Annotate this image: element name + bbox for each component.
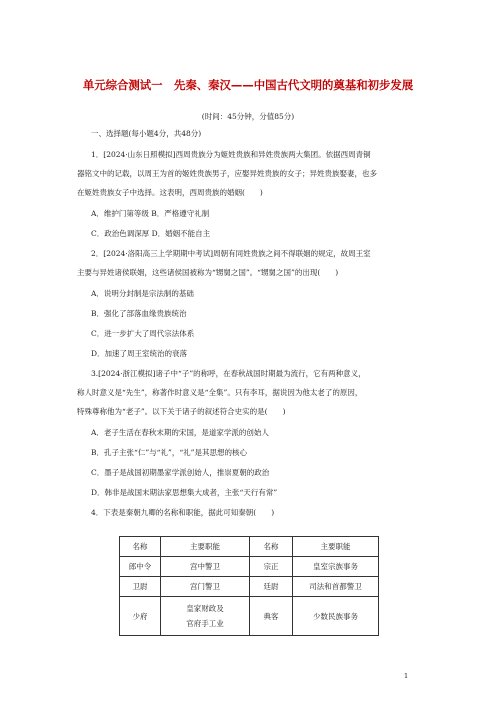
table-cell-multiline bbox=[161, 597, 250, 636]
page-number: 1 bbox=[404, 672, 409, 680]
table-header-cell: 主要职能 bbox=[161, 537, 250, 557]
q3-option-b: B．孔子主张“仁”与“礼”，“礼”是其思想的核心 bbox=[91, 448, 248, 457]
q2-line-2: 主要与异姓诸侯联姻，这些诸侯国被称为“甥舅之国”。“甥舅之国”的出现( ) bbox=[77, 268, 339, 277]
table-cell: 少府 bbox=[120, 597, 161, 636]
q3-line-3: 特殊尊称他为“老子”。以下关于诸子的叙述符合史实的是( ) bbox=[77, 407, 286, 416]
table-cell: 宫门警卫 bbox=[161, 577, 250, 597]
q3-option-d: D．韩非是战国末期法家思想集大成者，主张“天行有常” bbox=[91, 488, 278, 497]
q3-option-a: A．老子生活在春秋末期的宋国，是道家学派的创始人 bbox=[91, 428, 269, 437]
table-cell: 少数民族事务 bbox=[293, 597, 379, 636]
table-cell: 宗正 bbox=[250, 557, 293, 577]
table-cell: 司法和首都警卫 bbox=[293, 577, 379, 597]
table-header-cell: 名称 bbox=[120, 537, 161, 557]
time-score-info: (时间：45分钟，分值85分) bbox=[201, 112, 295, 121]
q2-option-b: B．强化了部落血缘贵族统治 bbox=[91, 309, 187, 318]
table-header-row bbox=[120, 537, 379, 557]
table-row bbox=[120, 557, 379, 577]
table-cell: 廷尉 bbox=[250, 577, 293, 597]
table-cell: 卫尉 bbox=[120, 577, 161, 597]
table-cell: 皇室宗族事务 bbox=[293, 557, 379, 577]
q4-line: 4．下表是秦朝九卿的名称和职能，据此可知秦朝( ) bbox=[91, 508, 275, 517]
q2-line-1: 2．[2024·洛阳高三上学期期中考试]周朝有同姓贵族之间不得联姻的规定，故周王室 bbox=[91, 249, 371, 258]
q1-line-3: 在姬姓贵族女子中选择。这表明，西周贵族的婚姻( ) bbox=[77, 188, 263, 197]
q3-line-2: 称人时意义是“先生”，称著作时意义是“全集”。只有李耳，据说因为他太老了的原因， bbox=[77, 388, 363, 397]
page-title: 单元综合测试一 先秦、秦汉——中国古代文明的奠基和初步发展 bbox=[82, 78, 414, 92]
table-row bbox=[120, 577, 379, 597]
nine-ministers-table bbox=[119, 536, 379, 636]
table-cell-line: 官府手工业 bbox=[186, 619, 224, 628]
table-header-cell: 主要职能 bbox=[293, 537, 379, 557]
q2-option-a: A．说明分封制是宗法制的基础 bbox=[91, 289, 194, 298]
q1-line-1: 1．[2024·山东日照模拟]西周贵族分为姬姓贵族和异姓贵族两大集团。依据西周青铜 bbox=[91, 150, 371, 159]
table-cell: 宫中警卫 bbox=[161, 557, 250, 577]
table-cell-line: 皇家财政及 bbox=[186, 604, 224, 613]
section-heading: 一、选择题(每小题4分，共48分) bbox=[91, 129, 202, 138]
q1-option-ab: A．维护门第等级 B．严格遵守礼制 bbox=[91, 209, 210, 218]
q1-option-cd: C．政治色调深厚 D．婚姻不能自主 bbox=[91, 229, 211, 238]
table-cell: 典客 bbox=[250, 597, 293, 636]
table-row bbox=[120, 597, 379, 636]
q2-option-d: D．加速了周王室统治的衰落 bbox=[91, 349, 188, 358]
q2-option-c: C．进一步扩大了周代宗法体系 bbox=[91, 329, 195, 338]
q1-line-2: 器铭文中的记载，以周王为首的姬姓贵族男子，应娶异姓贵族的女子；异姓贵族娶妻，也多 bbox=[77, 169, 377, 178]
table-header-cell: 名称 bbox=[250, 537, 293, 557]
q3-option-c: C．墨子是战国初期墨家学派创始人，推崇夏朝的政治 bbox=[91, 468, 270, 477]
q3-line-1: 3.[2024·浙江模拟]诸子中“子”的称呼，在春秋战国时期最为流行，它有两种意义， bbox=[91, 369, 366, 378]
table-cell: 郎中令 bbox=[120, 557, 161, 577]
